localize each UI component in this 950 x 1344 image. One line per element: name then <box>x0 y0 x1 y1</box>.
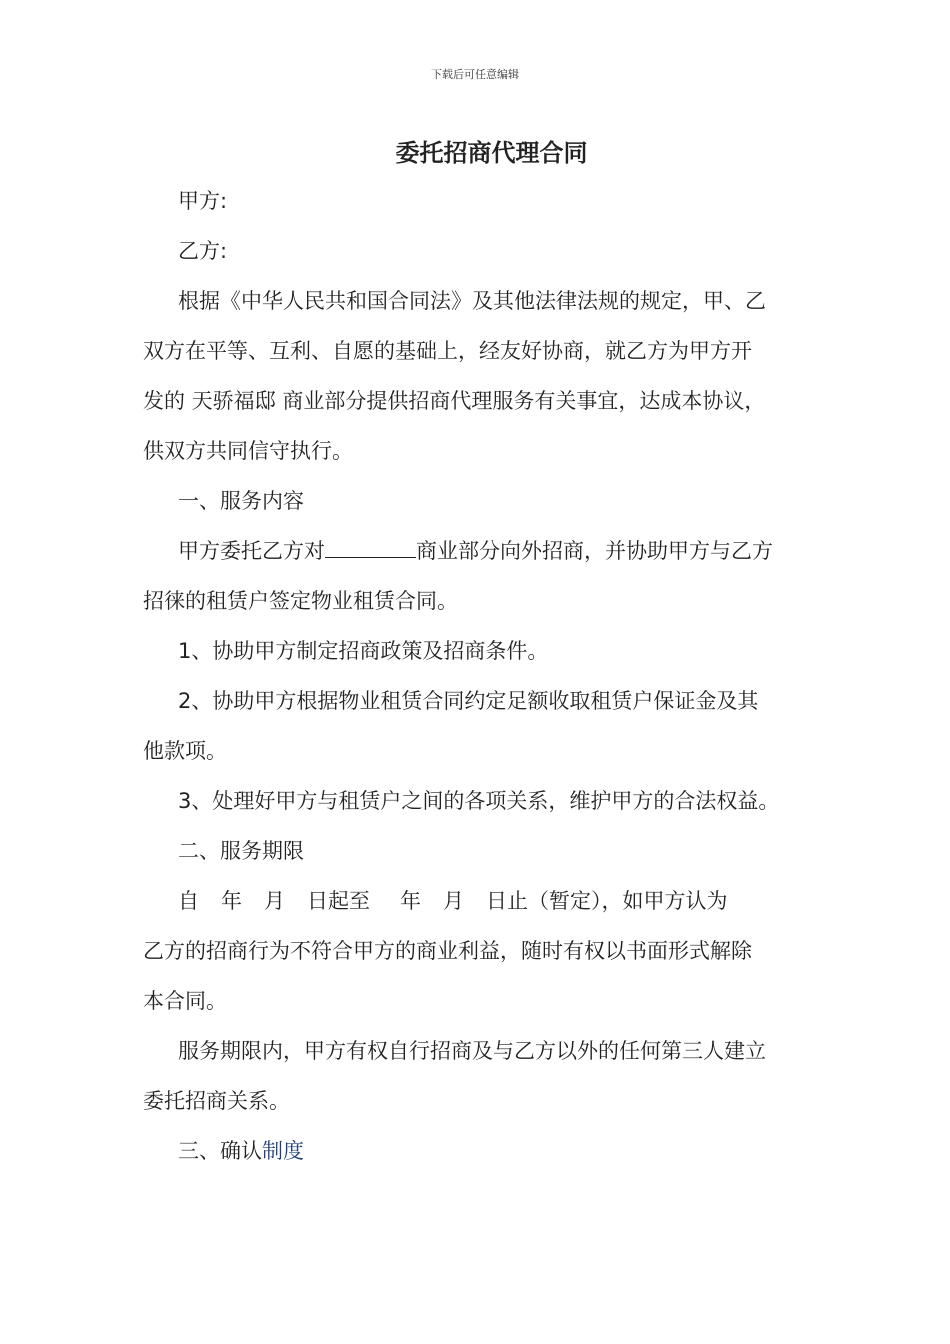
section1-item-1: 1、协助甲方制定招商政策及招商条件。 <box>178 639 549 663</box>
period-word: 自 <box>178 889 199 913</box>
period-word: 月 <box>264 889 285 913</box>
service-period-line2: 乙方的招商行为不符合甲方的商业利益，随时有权以书面形式解除 <box>143 939 752 963</box>
intro-line: 发的 天骄福邸 商业部分提供招商代理服务有关事宜，达成本协议， <box>143 389 766 413</box>
document-body <box>143 176 815 1176</box>
section1-heading: 一、服务内容 <box>178 489 304 513</box>
section1-item-2: 2、协助甲方根据物业租赁合同约定足额收取租赁户保证金及其 <box>178 689 759 713</box>
section1-item-2-line2: 他款项。 <box>143 739 227 763</box>
period-word: 日止（暂定），如甲方认为 <box>486 889 728 913</box>
intro-line: 根据《中华人民共和国合同法》及其他法律法规的规定，甲、乙 <box>178 289 766 313</box>
party-a-label: 甲方: <box>178 189 228 213</box>
section3-heading-text: 三、确认 <box>178 1139 262 1163</box>
section1-paragraph-line2: 招徕的租赁户签定物业租赁合同。 <box>143 589 458 613</box>
document-title: 委托招商代理合同 <box>395 139 588 167</box>
section1-paragraph <box>143 526 815 576</box>
service-period-line <box>143 876 815 926</box>
section1-para-part1: 甲方委托乙方对 <box>178 539 325 563</box>
section2-paragraph2-line2: 委托招商关系。 <box>143 1089 290 1113</box>
section1-item-3: 3、处理好甲方与租赁户之间的各项关系，维护甲方的合法权益。 <box>178 789 780 813</box>
section3-heading-link[interactable]: 制度 <box>262 1139 304 1163</box>
section2-paragraph2: 服务期限内，甲方有权自行招商及与乙方以外的任何第三人建立 <box>178 1039 766 1063</box>
party-b-label: 乙方: <box>178 239 228 263</box>
period-word: 年 <box>400 889 421 913</box>
fill-in-blank <box>325 539 416 558</box>
section3-heading <box>143 1126 815 1176</box>
intro-line: 供双方共同信守执行。 <box>143 439 353 463</box>
section1-para-part2: 商业部分向外招商，并协助甲方与乙方 <box>416 539 773 563</box>
section2-heading: 二、服务期限 <box>178 839 304 863</box>
period-word: 年 <box>221 889 242 913</box>
header-note: 下载后可任意编辑 <box>431 68 519 81</box>
intro-line: 双方在平等、互利、自愿的基础上，经友好协商，就乙方为甲方开 <box>143 339 752 363</box>
period-word: 月 <box>443 889 464 913</box>
period-word: 日起至 <box>307 889 370 913</box>
service-period-line3: 本合同。 <box>143 989 227 1013</box>
